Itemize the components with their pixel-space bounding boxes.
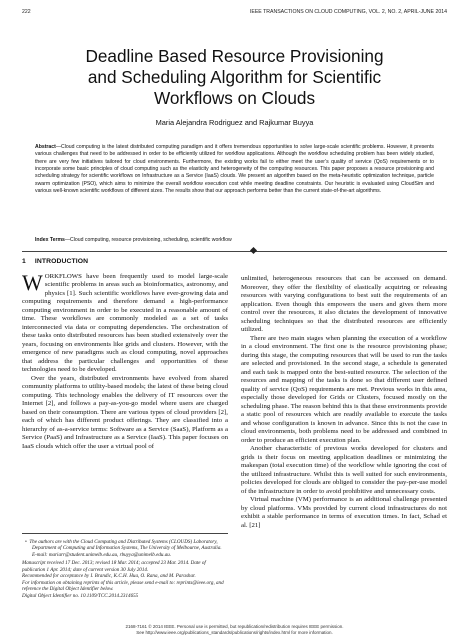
section-title: INTRODUCTION xyxy=(34,258,89,265)
diamond-icon xyxy=(250,247,257,254)
journal-title: IEEE TRANSACTIONS ON CLOUD COMPUTING, VOL. 2, NO. 2, APRIL-JUNE 2014 xyxy=(249,9,447,15)
page-footer xyxy=(22,624,447,635)
abstract-label: Abstract xyxy=(35,144,56,150)
page-number: 222 xyxy=(22,9,31,15)
title-line-3: Workflows on Clouds xyxy=(153,88,316,108)
intro-paragraph-1 xyxy=(22,269,228,375)
footnote-recommended: Recommended for acceptance by I. Brandic, K.C.H. Hua, O. Rana, and M. Parashar. xyxy=(22,573,196,580)
left-column xyxy=(22,258,228,451)
abstract-text: —Cloud computing is the latest distributed computing paradigm and it offers tremendous opportunities to solve large-scale scientific problems. However, it presents various challenges that need to be addressed in order to be efficiently utilized for workflow applications. Although the workflow scheduling problem has been widely studied, there are very few initiatives tailored for cloud environments. Furthermore, the existing works fail to either meet the user’s quality of service (QoS) requirements or to incorporate some basic principles of cloud computing such as the elasticity and heterogeneity of the computing resources. This paper proposes a resource provisioning and scheduling strategy for scientific workflows on Infrastructure as a Service (IaaS) clouds. We present an algorithm based on the meta-heuristic optimization technique, particle swarm optimization (PSO), which aims to minimize the overall workflow execution cost while meeting deadline constraints. Our heuristic is evaluated using CloudSim and various well-known scientific workflows of different sizes. The results show that our approach performs better than the current state-of-the-art algorithms. xyxy=(35,144,434,195)
section-heading xyxy=(22,258,228,267)
footnote-rule xyxy=(22,533,228,534)
footnote-affiliation-text: The authors are with the Cloud Computing and Distributed Systems (CLOUDS) Laboratory, Department of Computing and Information Systems, The University of Melbourne, Australia. xyxy=(29,539,222,552)
intro-paragraph-1-text: ORKFLOWS have been frequently used to model large-scale scientific problems in areas such as bioinformatics, astronomy, and physics [1]. Such scientific workflows have ever-growing data and computing requirements and therefore demand a high-performance computing environment in order to be executed in a reasonable amount of time. These workflows are commonly modeled as a set of tasks interconnected via data or computing dependencies. The orchestration of these tasks onto distributed resources has been studied extensively over the years, focusing on environments like grids and clusters. However, with the emergence of new paradigms such as cloud computing, novel approaches that address the particular challenges and opportunities of these technologies need to be developed. xyxy=(22,272,228,373)
paper-title xyxy=(30,46,439,109)
drop-cap: W xyxy=(22,269,43,295)
title-line-1: Deadline Based Resource Provisioning xyxy=(85,46,384,66)
intro-paragraph-2: Over the years, distributed environments have evolved from shared community platforms to utility-based models; the latest of these being cloud computing. This technology enables the delivery of IT resources over the Internet [2], and follows a pay-as-you-go model where users are charged based on their consumption. There are various types of cloud providers [2], each of which has different product offerings. They are classified into a hierarchy of as-a-service terms: Software as a Service (SaaS), Platform as a Service (PaaS) and Infrastructure as a Service (IaaS). This paper focuses on IaaS clouds which offer the user a virtual pool of xyxy=(22,374,228,450)
footnote-email: E-mail: mariarr@student.unimelb.edu.au, rbuyya@unimelb.edu.au. xyxy=(32,551,172,558)
footnotes xyxy=(22,533,228,599)
footnote-manuscript: Manuscript received 17 Dec. 2013; revised 18 Mar. 2014; accepted 23 Mar. 2014. Date of publication 1 Apr. 2014; date of current version 30 July 2014. xyxy=(22,560,206,573)
title-line-2: and Scheduling Algorithm for Scientific xyxy=(87,67,382,87)
rights-link: See http://www.ieee.org/publications_standards/publications/rights/index.html for more information. xyxy=(136,629,333,635)
right-column xyxy=(241,275,447,530)
footnote-bullet: • xyxy=(25,539,27,545)
footnote-reprints: For information on obtaining reprints of this article, please send e-mail to: reprints@ieee.org, and reference the Digital Object Identifier below. xyxy=(22,579,224,593)
right-paragraph-3: Another characteristic of previous works developed for clusters and grids is their focus on meeting application deadlines or minimizing the makespan (total execution time) of the workflow while ignoring the cost of the utilized infrastructure. Whilst this is well suited for such environments, policies developed for clouds are obliged to consider the pay-per-use model of the infrastructure in order to avoid prohibitive and unnecessary costs. xyxy=(241,445,447,495)
copyright-line: 2168-7161 © 2014 IEEE. Personal use is permitted, but republication/redistribution requires IEEE permission. xyxy=(125,624,344,629)
section-number: 1 xyxy=(22,258,26,265)
right-paragraph-2: There are two main stages when planning the execution of a workflow in a cloud environment. The first one is the resource provisioning phase; during this stage, the computing resources that will be used to run the tasks are selected and provisioned. In the second stage, a schedule is generated and each task is mapped onto the best-suited resource. The selection of the resources and mapping of the tasks is done so that different user defined quality of service (QoS) requirements are met. Previous works in this area, especially those developed for Grids or Clusters, focused mostly on the scheduling phase. The reason behind this is that these environments provide a static pool of resources which are readily available to execute the tasks and whose configuration is known in advance. Since this is not the case in cloud environments, both problems need to be addressed and combined in order to produce an efficient execution plan. xyxy=(241,334,447,444)
right-paragraph-1: unlimited, heterogeneous resources that can be accessed on demand. Moreover, they offer the flexibility of elastically acquiring or releasing resources with varying configurations to best suit the requirements of an application. Even though this empowers the users and gives them more control over the resources, it also dictates the development of innovative scheduling techniques so that the distributed resources are efficiently utilized. xyxy=(241,275,447,333)
authors: Maria Alejandra Rodriguez and Rajkumar Buyya xyxy=(155,118,314,127)
index-terms xyxy=(35,237,434,244)
right-paragraph-4: Virtual machine (VM) performance is an additional challenge presented by cloud platforms. VMs provided by current cloud infrastructures do not exhibit a stable performance in terms of execution times. In fact, Schad et al. [21] xyxy=(241,496,447,529)
footnote-affiliation xyxy=(22,539,228,558)
abstract xyxy=(35,144,434,195)
divider-line xyxy=(22,251,447,252)
index-terms-label: Index Terms xyxy=(35,237,65,243)
footnote-doi: Digital Object Identifier no. 10.1109/TCC.2014.2314655 xyxy=(22,592,139,599)
index-terms-text: —Cloud computing, resource provisioning, scheduling, scientific workflow xyxy=(64,237,232,243)
